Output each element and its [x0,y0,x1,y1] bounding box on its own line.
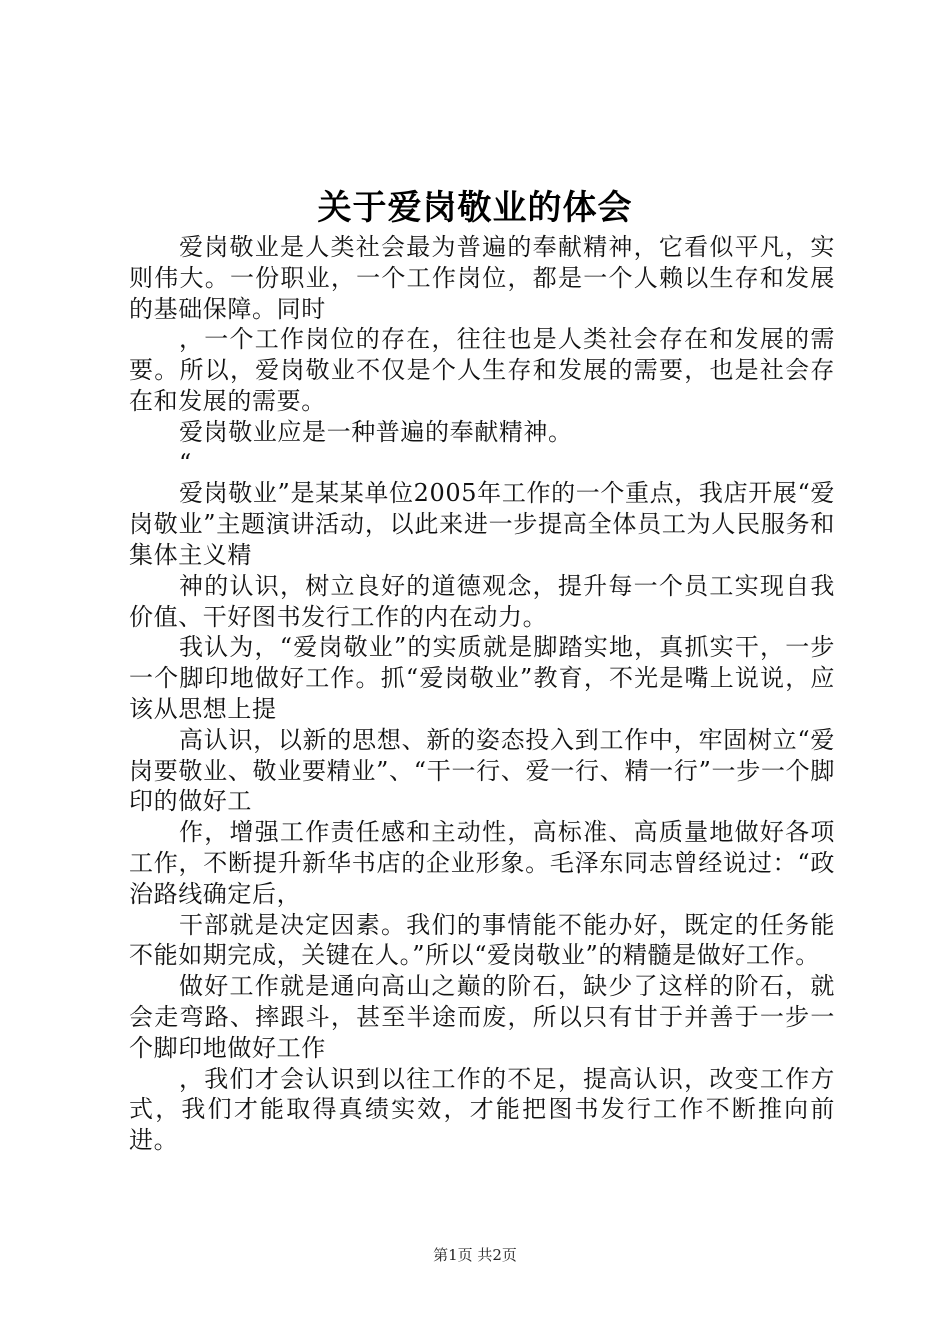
paragraph: 爱岗敬业”是某某单位2005年工作的一个重点，我店开展“爱岗敬业”主题演讲活动，以此来进一步提高全体员工为人民服务和集体主义精 [129,479,835,569]
paragraph: 高认识，以新的思想、新的姿态投入到工作中，牢固树立“爱岗要敬业、敬业要精业”、“干一行、爱一行、精一行”一步一个脚印的做好工 [129,725,835,816]
paragraph: 爱岗敬业是人类社会最为普遍的奉献精神，它看似平凡，实则伟大。一份职业，一个工作岗位，都是一个人赖以生存和发展的基础保障。同时 [129,233,835,323]
paragraph: ，一个工作岗位的存在，往往也是人类社会存在和发展的需要。所以，爱岗敬业不仅是个人生存和发展的需要，也是社会存在和发展的需要。 [129,325,835,415]
paragraph: ，我们才会认识到以往工作的不足，提高认识，改变工作方式，我们才能取得真绩实效，才能把图书发行工作不断推向前进。 [129,1064,835,1155]
document-body [129,232,835,1156]
paragraph: 我认为，“爱岗敬业”的实质就是脚踏实地，真抓实干，一步一个脚印地做好工作。抓“爱岗敬业”教育，不光是嘴上说说，应该从思想上提 [129,633,835,723]
paragraph: “ [179,448,192,477]
page-number-footer: 第1页 共2页 [433,1246,517,1264]
paragraph: 爱岗敬业应是一种普遍的奉献精神。 [179,417,573,446]
paragraph: 做好工作就是通向高山之巅的阶石，缺少了这样的阶石，就会走弯路、摔跟斗，甚至半途而废，所以只有甘于并善于一步一个脚印地做好工作 [129,972,835,1062]
paragraph: 作，增强工作责任感和主动性，高标准、高质量地做好各项工作，不断提升新华书店的企业形象。毛泽东同志曾经说过：“政治路线确定后， [129,818,835,908]
document-title: 关于爱岗敬业的体会 [317,188,633,228]
paragraph: 干部就是决定因素。我们的事情能不能办好，既定的任务能不能如期完成，关键在人。”所以“爱岗敬业”的精髓是做好工作。 [129,910,835,970]
paragraph: 神的认识，树立良好的道德观念，提升每一个员工实现自我价值、干好图书发行工作的内在动力。 [129,571,835,631]
